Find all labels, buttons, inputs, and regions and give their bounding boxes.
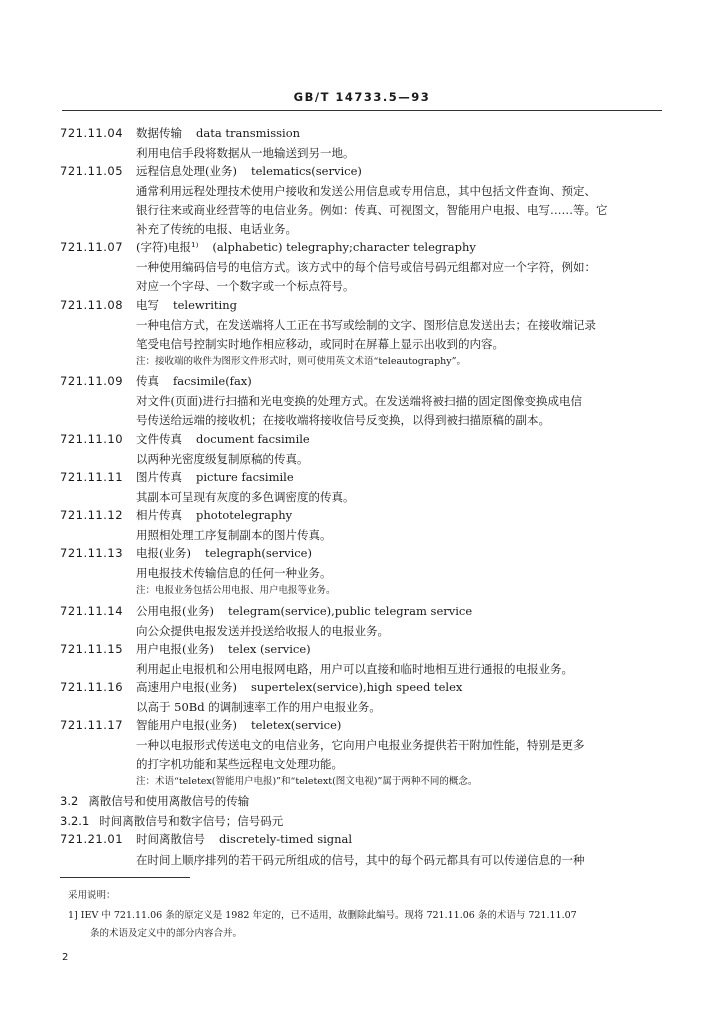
term-chinese: 文件传真 document facsimile (136, 432, 310, 446)
section-heading (60, 792, 249, 810)
term-english: phototelegraphy (196, 508, 293, 522)
term-english: telegram(service),public telegram service (227, 604, 473, 618)
term-chinese: (字符)电报¹⁾ (alphabetic) telegraphy;character telegraphy (136, 240, 476, 254)
term-english: telegraph(service) (204, 546, 312, 560)
term-code: 721.11.14 (60, 604, 124, 618)
term-entry (0, 716, 724, 734)
term-code: 721.11.13 (60, 546, 124, 560)
term-english: telewriting (173, 298, 237, 312)
term-code: 721.11.15 (60, 642, 124, 656)
term-english: (alphabetic) telegraphy;character telegraphy (212, 240, 476, 254)
term-english: telematics(service) (250, 164, 362, 178)
term-english: picture facsimile (196, 470, 294, 484)
term-entry (0, 506, 724, 524)
page-number: 2 (62, 952, 69, 963)
footnote-line: 条的术语及定义中的部分内容合并。 (90, 928, 243, 939)
term-code: 721.11.09 (60, 374, 124, 388)
term-entry (0, 830, 724, 848)
footnote-line: 1] IEV 中 721.11.06 条的原定义是 1982 年定的，已不适用，故删除此编号。现将 721.11.06 条的术语与 721.11.07 (68, 910, 577, 921)
term-definition-line: 用照相处理工序复制副本的图片传真。 (136, 528, 332, 542)
term-definition-line: 以高于 50Bd 的调制速率工作的用户电报业务。 (136, 700, 381, 714)
term-code: 721.21.01 (60, 832, 124, 846)
term-definition-line: 利用电信手段将数据从一地输送到另一地。 (136, 146, 355, 160)
term-definition-line: 号传送给远端的接收机；在接收端将接收信号反变换，以得到被扫描原稿的副本。 (136, 413, 550, 427)
term-chinese: 用户电报(业务) telex (service) (136, 642, 311, 656)
subsection-number: 3.2.1 (60, 814, 90, 828)
term-definition-line: 笔受电信号控制实时地作相应移动，或同时在屏幕上显示出收到的内容。 (136, 337, 504, 351)
term-entry (0, 430, 724, 448)
term-english: telex (service) (227, 642, 311, 656)
term-chinese: 时间离散信号 discretely-timed signal (136, 832, 353, 846)
term-chinese: 电报(业务) telegraph(service) (136, 546, 312, 560)
term-definition-line: 通常利用远程处理技术使用户接收和发送公用信息或专用信息，其中包括文件查询、预定、 (136, 184, 596, 198)
term-entry (0, 468, 724, 486)
term-definition-line: 一种使用编码信号的电信方式。该方式中的每个信号或信号码元组都对应一个字符，例如： (136, 260, 596, 274)
term-english: teletex(service) (250, 718, 342, 732)
term-english: data transmission (196, 126, 301, 140)
term-code: 721.11.05 (60, 164, 124, 178)
term-code: 721.11.10 (60, 432, 124, 446)
term-chinese: 数据传输 data transmission (136, 126, 301, 140)
page-header: GB/T 14733.5—93 (293, 90, 431, 104)
section-title: 离散信号和使用离散信号的传输 (88, 794, 250, 808)
term-definition-line: 其副本可呈现有灰度的多色调密度的传真。 (136, 490, 355, 504)
subsection-title: 时间离散信号和数字信号；信号码元 (99, 814, 284, 828)
footnote-body (68, 907, 668, 943)
term-definition: 在时间上顺序排列的若干码元所组成的信号，其中的每个码元都具有可以传递信息的一种 (136, 853, 585, 867)
term-english: document facsimile (196, 432, 310, 446)
term-code: 721.11.08 (60, 298, 124, 312)
term-definition-line: 一种以电报形式传送电文的电信业务，它向用户电报业务提供若干附加性能，特别是更多 (136, 738, 585, 752)
term-chinese: 智能用户电报(业务) teletex(service) (136, 718, 342, 732)
term-definition-line: 对应一个字母、一个数字或一个标点符号。 (136, 279, 355, 293)
term-definition-line: 利用起止电报机和公用电报网电路，用户可以直接和临时地相互进行通报的电报业务。 (136, 662, 573, 676)
section-number: 3.2 (60, 794, 79, 808)
term-definition-line: 以两种光密度级复制原稿的传真。 (136, 452, 309, 466)
term-definition-line: 向公众提供电报发送并投送给收报人的电报业务。 (136, 624, 389, 638)
term-code: 721.11.04 (60, 126, 124, 140)
term-entry (0, 238, 724, 256)
term-chinese: 高速用户电报(业务) supertelex(service),high speed telex (136, 680, 463, 694)
term-chinese: 电写 telewriting (136, 298, 237, 312)
term-note: 注：电报业务包括公用电报、用户电报等业务。 (136, 585, 336, 596)
term-english: facsimile(fax) (173, 374, 252, 388)
term-entry (0, 640, 724, 658)
term-note: 注：术语“teletex(智能用户电报)”和“teletext(图文电视)”属于两种不同的概念。 (136, 776, 478, 787)
term-entry (0, 372, 724, 390)
term-definition-line: 银行往来或商业经营等的电信业务。例如：传真、可视图文，智能用户电报、电写……等。它 (136, 203, 608, 217)
term-code: 721.11.12 (60, 508, 124, 522)
term-chinese: 传真 facsimile(fax) (136, 374, 252, 388)
term-english: supertelex(service),high speed telex (250, 680, 463, 694)
term-code: 721.11.17 (60, 718, 124, 732)
footnote-rule (60, 877, 190, 878)
term-chinese: 公用电报(业务) telegram(service),public telegram service (136, 604, 473, 618)
term-entry (0, 162, 724, 180)
term-entry (0, 678, 724, 696)
term-definition-line: 一种电信方式，在发送端将人工正在书写或绘制的文字、图形信息发送出去；在接收端记录 (136, 318, 596, 332)
term-entry (0, 544, 724, 562)
term-code: 721.11.07 (60, 240, 124, 254)
term-definition-line: 补充了传统的电报、电话业务。 (136, 222, 297, 236)
term-note: 注：接收端的收件为图形文件形式时，则可使用英文术语“teleautography”。 (136, 356, 466, 367)
term-code: 721.11.11 (60, 470, 124, 484)
subsection-heading (60, 812, 283, 830)
term-chinese: 图片传真 picture facsimile (136, 470, 294, 484)
term-definition-line: 的打字机功能和某些远程电文处理功能。 (136, 757, 343, 771)
footnote-title: 采用说明： (68, 890, 116, 901)
term-entry (0, 602, 724, 620)
term-definition-line: 对文件(页面)进行扫描和光电变换的处理方式。在发送端将被扫描的固定图像变换成电信 (136, 394, 582, 408)
term-entry (0, 296, 724, 314)
term-entry (0, 124, 724, 142)
term-code: 721.11.16 (60, 680, 124, 694)
header-rule (62, 110, 662, 111)
term-english: discretely-timed signal (219, 832, 353, 846)
term-definition-line: 用电报技术传输信息的任何一种业务。 (136, 566, 332, 580)
term-chinese: 远程信息处理(业务) telematics(service) (136, 164, 362, 178)
term-chinese: 相片传真 phototelegraphy (136, 508, 293, 522)
